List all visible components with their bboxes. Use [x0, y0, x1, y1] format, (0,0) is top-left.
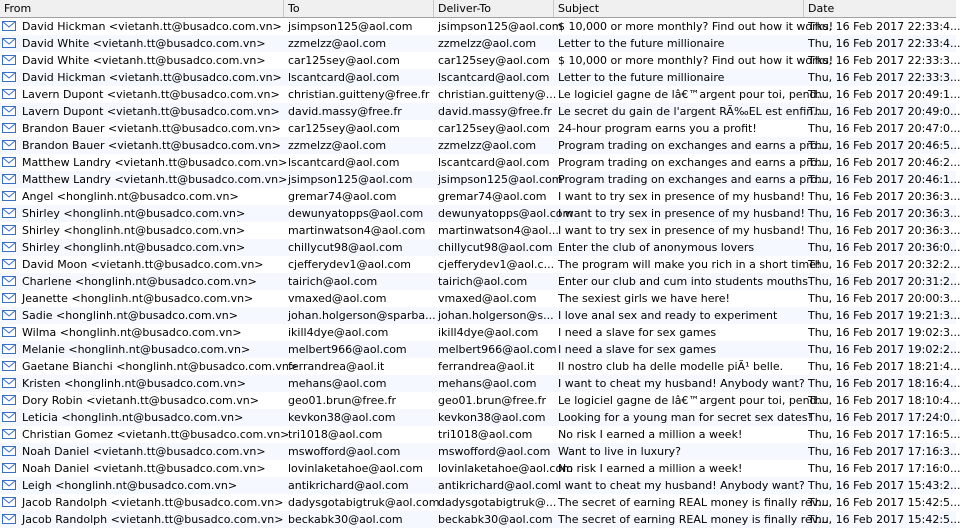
message-to: car125sey@aol.com: [288, 122, 400, 135]
message-to: martinwatson4@aol.com: [288, 224, 426, 237]
envelope-icon: [2, 154, 18, 171]
message-row[interactable]: [0, 358, 961, 375]
message-date: Thu, 16 Feb 2017 20:36:0...: [808, 241, 961, 254]
envelope-icon: [2, 120, 18, 137]
message-subject: Le logiciel gagne de lâ€™argent pour toi, pend...: [558, 394, 828, 407]
message-from: Kristen <honglinh.nt@busadco.com.vn>: [22, 377, 246, 390]
message-subject: Program trading on exchanges and earns a pro...: [558, 139, 828, 152]
message-to: lscantcard@aol.com: [288, 156, 400, 169]
message-from: Melanie <honglinh.nt@busadco.com.vn>: [22, 343, 251, 356]
message-deliver-to: car125sey@aol.com: [438, 54, 550, 67]
message-date: Thu, 16 Feb 2017 15:43:2...: [808, 479, 961, 492]
envelope-icon: [2, 426, 18, 443]
message-to: zzmelzz@aol.com: [288, 37, 387, 50]
message-subject: The sexiest girls we have here!: [558, 292, 730, 305]
message-date: Thu, 16 Feb 2017 15:42:5...: [808, 513, 961, 526]
message-to: dewunyatopps@aol.com: [288, 207, 424, 220]
column-header-from[interactable]: From: [0, 0, 284, 17]
message-deliver-to: lscantcard@aol.com: [438, 156, 550, 169]
message-from: Brandon Bauer <vietanh.tt@busadco.com.vn>: [22, 122, 281, 135]
message-from: David White <vietanh.tt@busadco.com.vn>: [22, 37, 266, 50]
message-deliver-to: gremar74@aol.com: [438, 190, 547, 203]
message-to: cjefferydev1@aol.com: [288, 258, 412, 271]
message-subject: I need a slave for sex games: [558, 326, 717, 339]
message-to: johan.holgerson@sparba...: [288, 309, 436, 322]
message-from: Christian Gomez <vietanh.tt@busadco.com.vn>: [22, 428, 290, 441]
envelope-icon: [2, 358, 18, 375]
message-row[interactable]: [0, 290, 961, 307]
message-to: car125sey@aol.com: [288, 54, 400, 67]
message-row[interactable]: [0, 154, 961, 171]
message-date: Thu, 16 Feb 2017 20:49:0...: [808, 105, 961, 118]
message-date: Thu, 16 Feb 2017 17:24:0...: [808, 411, 961, 424]
message-deliver-to: mswofford@aol.com: [438, 445, 551, 458]
message-row[interactable]: [0, 256, 961, 273]
message-deliver-to: lscantcard@aol.com: [438, 71, 550, 84]
message-subject: Looking for a young man for secret sex dates!: [558, 411, 812, 424]
column-header-date[interactable]: Date: [808, 2, 835, 15]
message-date: Thu, 16 Feb 2017 22:33:4...: [808, 37, 961, 50]
message-deliver-to: zzmelzz@aol.com: [438, 139, 537, 152]
message-from: Brandon Bauer <vietanh.tt@busadco.com.vn>: [22, 139, 281, 152]
message-deliver-to: martinwatson4@aol...: [438, 224, 559, 237]
message-row[interactable]: [0, 222, 961, 239]
message-row[interactable]: [0, 375, 961, 392]
message-row[interactable]: [0, 477, 961, 494]
message-deliver-to: geo01.brun@free.fr: [438, 394, 547, 407]
message-deliver-to: melbert966@aol.com: [438, 343, 557, 356]
envelope-icon: [2, 52, 18, 69]
message-from: Noah Daniel <vietanh.tt@busadco.com.vn>: [22, 462, 266, 475]
message-subject: $ 10,000 or more monthly? Find out how it works!: [558, 54, 834, 67]
message-from: Gaetane Bianchi <honglinh.nt@busadco.com.vn>: [22, 360, 299, 373]
message-from: Matthew Landry <vietanh.tt@busadco.com.vn>: [22, 156, 288, 169]
envelope-icon: [2, 205, 18, 222]
message-from: Leigh <honglinh.nt@busadco.com.vn>: [22, 479, 238, 492]
message-row[interactable]: [0, 392, 961, 409]
column-header-subject[interactable]: Subject: [554, 0, 804, 17]
message-subject: Program trading on exchanges and earns a pro...: [558, 156, 828, 169]
message-date: Thu, 16 Feb 2017 19:02:2...: [808, 343, 961, 356]
message-deliver-to: dewunyatopps@aol.com: [438, 207, 574, 220]
envelope-icon: [2, 188, 18, 205]
message-rows: [0, 18, 961, 528]
message-to: zzmelzz@aol.com: [288, 139, 387, 152]
message-row[interactable]: [0, 443, 961, 460]
message-row[interactable]: [0, 35, 961, 52]
message-deliver-to: kevkon38@aol.com: [438, 411, 546, 424]
message-to: antikrichard@aol.com: [288, 479, 409, 492]
message-subject: I want to try sex in presence of my husband!: [558, 224, 805, 237]
message-row[interactable]: [0, 137, 961, 154]
envelope-icon: [2, 256, 18, 273]
message-to: jsimpson125@aol.com: [288, 173, 413, 186]
message-row[interactable]: [0, 426, 961, 443]
message-date: Thu, 16 Feb 2017 15:42:5...: [808, 496, 961, 509]
message-subject: Program trading on exchanges and earns a pro...: [558, 173, 828, 186]
message-from: Lavern Dupont <vietanh.tt@busadco.com.vn>: [22, 88, 280, 101]
message-subject: I want to try sex in presence of my husband!: [558, 207, 805, 220]
message-to: ferrandrea@aol.it: [288, 360, 385, 373]
message-row[interactable]: [0, 18, 961, 35]
message-date: Thu, 16 Feb 2017 20:36:3...: [808, 190, 961, 203]
message-to: dadysgotabigtruk@aol.com: [288, 496, 440, 509]
message-from: Charlene <honglinh.nt@busadco.com.vn>: [22, 275, 257, 288]
envelope-icon: [2, 273, 18, 290]
message-date: Thu, 16 Feb 2017 19:02:3...: [808, 326, 961, 339]
message-row[interactable]: [0, 307, 961, 324]
message-to: kevkon38@aol.com: [288, 411, 396, 424]
message-subject: I love anal sex and ready to experiment: [558, 309, 778, 322]
message-subject: The secret of earning REAL money is finally rev...: [558, 513, 828, 526]
message-deliver-to: jsimpson125@aol.com: [438, 173, 563, 186]
envelope-icon: [2, 477, 18, 494]
message-from: Noah Daniel <vietanh.tt@busadco.com.vn>: [22, 445, 266, 458]
message-from: David Hickman <vietanh.tt@busadco.com.vn>: [22, 71, 282, 84]
message-from: David White <vietanh.tt@busadco.com.vn>: [22, 54, 266, 67]
message-date: Thu, 16 Feb 2017 22:33:4...: [808, 20, 961, 33]
message-from: Shirley <honglinh.nt@busadco.com.vn>: [22, 241, 246, 254]
message-from: Lavern Dupont <vietanh.tt@busadco.com.vn>: [22, 105, 280, 118]
envelope-icon: [2, 290, 18, 307]
message-deliver-to: antikrichard@aol.com: [438, 479, 559, 492]
envelope-icon: [2, 409, 18, 426]
message-date: Thu, 16 Feb 2017 22:33:3...: [808, 54, 961, 67]
message-to: lscantcard@aol.com: [288, 71, 400, 84]
message-to: jsimpson125@aol.com: [288, 20, 413, 33]
message-to: ikill4dye@aol.com: [288, 326, 389, 339]
message-to: tri1018@aol.com: [288, 428, 383, 441]
message-date: Thu, 16 Feb 2017 20:47:0...: [808, 122, 961, 135]
message-from: David Moon <vietanh.tt@busadco.com.vn>: [22, 258, 264, 271]
message-subject: 24-hour program earns you a profit!: [558, 122, 757, 135]
message-date: Thu, 16 Feb 2017 17:16:5...: [808, 428, 961, 441]
message-deliver-to: zzmelzz@aol.com: [438, 37, 537, 50]
message-date: Thu, 16 Feb 2017 20:00:3...: [808, 292, 961, 305]
envelope-icon: [2, 511, 18, 528]
message-deliver-to: chillycut98@aol.com: [438, 241, 553, 254]
message-to: christian.guitteny@free.fr: [288, 88, 430, 101]
envelope-icon: [2, 69, 18, 86]
column-header-to[interactable]: To: [284, 0, 434, 17]
message-row[interactable]: [0, 494, 961, 511]
message-row[interactable]: [0, 120, 961, 137]
envelope-icon: [2, 86, 18, 103]
message-subject: Letter to the future millionaire: [558, 37, 725, 50]
message-from: Wilma <honglinh.nt@busadco.com.vn>: [22, 326, 242, 339]
message-row[interactable]: [0, 171, 961, 188]
message-date: Thu, 16 Feb 2017 20:49:1...: [808, 88, 961, 101]
message-to: melbert966@aol.com: [288, 343, 407, 356]
message-subject: Letter to the future millionaire: [558, 71, 725, 84]
message-date: Thu, 16 Feb 2017 19:21:3...: [808, 309, 961, 322]
message-to: vmaxed@aol.com: [288, 292, 387, 305]
message-row[interactable]: [0, 205, 961, 222]
message-date: Thu, 16 Feb 2017 17:16:0...: [808, 462, 961, 475]
message-date: Thu, 16 Feb 2017 18:16:4...: [808, 377, 961, 390]
message-deliver-to: car125sey@aol.com: [438, 122, 550, 135]
message-subject: Il nostro club ha delle modelle piÃ¹ belle.: [558, 360, 784, 373]
message-row[interactable]: [0, 52, 961, 69]
message-to: mehans@aol.com: [288, 377, 387, 390]
message-subject: Want to live in luxury?: [558, 445, 682, 458]
message-subject: $ 10,000 or more monthly? Find out how it works!: [558, 20, 834, 33]
message-from: David Hickman <vietanh.tt@busadco.com.vn>: [22, 20, 282, 33]
message-deliver-to: ikill4dye@aol.com: [438, 326, 539, 339]
message-to: mswofford@aol.com: [288, 445, 401, 458]
message-date: Thu, 16 Feb 2017 22:33:3...: [808, 71, 961, 84]
message-date: Thu, 16 Feb 2017 18:21:4...: [808, 360, 961, 373]
column-header: [0, 0, 956, 18]
message-row[interactable]: [0, 188, 961, 205]
message-deliver-to: cjefferydev1@aol.c...: [438, 258, 555, 271]
column-header-deliver-to[interactable]: Deliver-To: [434, 0, 554, 17]
message-row[interactable]: [0, 239, 961, 256]
message-to: tairich@aol.com: [288, 275, 378, 288]
message-from: Leticia <honglinh.nt@busadco.com.vn>: [22, 411, 244, 424]
message-date: Thu, 16 Feb 2017 20:36:3...: [808, 207, 961, 220]
message-from: Sadie <honglinh.nt@busadco.com.vn>: [22, 309, 238, 322]
message-date: Thu, 16 Feb 2017 20:46:1...: [808, 173, 961, 186]
message-deliver-to: tri1018@aol.com: [438, 428, 533, 441]
message-to: david.massy@free.fr: [288, 105, 402, 118]
envelope-icon: [2, 494, 18, 511]
message-subject: No risk I earned a million a week!: [558, 428, 743, 441]
envelope-icon: [2, 171, 18, 188]
message-from: Angel <honglinh.nt@busadco.com.vn>: [22, 190, 239, 203]
message-deliver-to: johan.holgerson@s...: [438, 309, 554, 322]
message-date: Thu, 16 Feb 2017 20:36:3...: [808, 224, 961, 237]
message-deliver-to: mehans@aol.com: [438, 377, 537, 390]
envelope-icon: [2, 307, 18, 324]
message-row[interactable]: [0, 273, 961, 290]
envelope-icon: [2, 341, 18, 358]
message-subject: The secret of earning REAL money is finally rev...: [558, 496, 828, 509]
message-subject: No risk I earned a million a week!: [558, 462, 743, 475]
envelope-icon: [2, 324, 18, 341]
message-from: Dory Robin <vietanh.tt@busadco.com.vn>: [22, 394, 259, 407]
message-from: Shirley <honglinh.nt@busadco.com.vn>: [22, 207, 246, 220]
message-row[interactable]: [0, 86, 961, 103]
message-subject: I want to cheat my husband! Anybody want?: [558, 479, 805, 492]
message-date: Thu, 16 Feb 2017 18:10:4...: [808, 394, 961, 407]
envelope-icon: [2, 443, 18, 460]
envelope-icon: [2, 222, 18, 239]
message-from: Jacob Randolph <vietanh.tt@busadco.com.vn>: [22, 513, 284, 526]
message-deliver-to: lovinlaketahoe@aol.com: [438, 462, 573, 475]
message-row[interactable]: [0, 103, 961, 120]
envelope-icon: [2, 103, 18, 120]
message-date: Thu, 16 Feb 2017 20:46:2...: [808, 156, 961, 169]
envelope-icon: [2, 460, 18, 477]
message-deliver-to: vmaxed@aol.com: [438, 292, 537, 305]
envelope-icon: [2, 18, 18, 35]
message-deliver-to: beckabk30@aol.com: [438, 513, 553, 526]
message-from: Jacob Randolph <vietanh.tt@busadco.com.vn>: [22, 496, 284, 509]
message-to: gremar74@aol.com: [288, 190, 397, 203]
message-subject: I want to cheat my husband! Anybody want?: [558, 377, 805, 390]
message-to: beckabk30@aol.com: [288, 513, 403, 526]
message-deliver-to: tairich@aol.com: [438, 275, 528, 288]
message-row[interactable]: [0, 409, 961, 426]
message-to: geo01.brun@free.fr: [288, 394, 397, 407]
message-date: Thu, 16 Feb 2017 20:32:2...: [808, 258, 961, 271]
message-subject: Enter our club and cum into students mouths: [558, 275, 808, 288]
message-to: lovinlaketahoe@aol.com: [288, 462, 423, 475]
message-row[interactable]: [0, 511, 961, 528]
message-row[interactable]: [0, 341, 961, 358]
envelope-icon: [2, 35, 18, 52]
message-date: Thu, 16 Feb 2017 17:16:3...: [808, 445, 961, 458]
envelope-icon: [2, 392, 18, 409]
message-from: Matthew Landry <vietanh.tt@busadco.com.vn>: [22, 173, 288, 186]
envelope-icon: [2, 375, 18, 392]
message-deliver-to: ferrandrea@aol.it: [438, 360, 535, 373]
message-deliver-to: dadysgotabigtruk@...: [438, 496, 557, 509]
message-subject: The program will make you rich in a short time!: [558, 258, 821, 271]
message-row[interactable]: [0, 460, 961, 477]
message-deliver-to: david.massy@free.fr: [438, 105, 552, 118]
message-from: Jeanette <honglinh.nt@busadco.com.vn>: [22, 292, 254, 305]
message-deliver-to: jsimpson125@aol.com: [438, 20, 563, 33]
message-subject: Le secret du gain de l'argent RÃ‰EL est enfin...: [558, 105, 824, 118]
envelope-icon: [2, 137, 18, 154]
message-subject: I want to try sex in presence of my husband!: [558, 190, 805, 203]
message-to: chillycut98@aol.com: [288, 241, 403, 254]
message-subject: Enter the club of anonymous lovers: [558, 241, 755, 254]
message-deliver-to: christian.guitteny@...: [438, 88, 557, 101]
message-row[interactable]: [0, 324, 961, 341]
message-date: Thu, 16 Feb 2017 20:31:2...: [808, 275, 961, 288]
envelope-icon: [2, 239, 18, 256]
message-subject: Le logiciel gagne de lâ€™argent pour toi, pend...: [558, 88, 828, 101]
message-row[interactable]: [0, 69, 961, 86]
message-from: Shirley <honglinh.nt@busadco.com.vn>: [22, 224, 246, 237]
message-date: Thu, 16 Feb 2017 20:46:5...: [808, 139, 961, 152]
message-subject: I need a slave for sex games: [558, 343, 717, 356]
